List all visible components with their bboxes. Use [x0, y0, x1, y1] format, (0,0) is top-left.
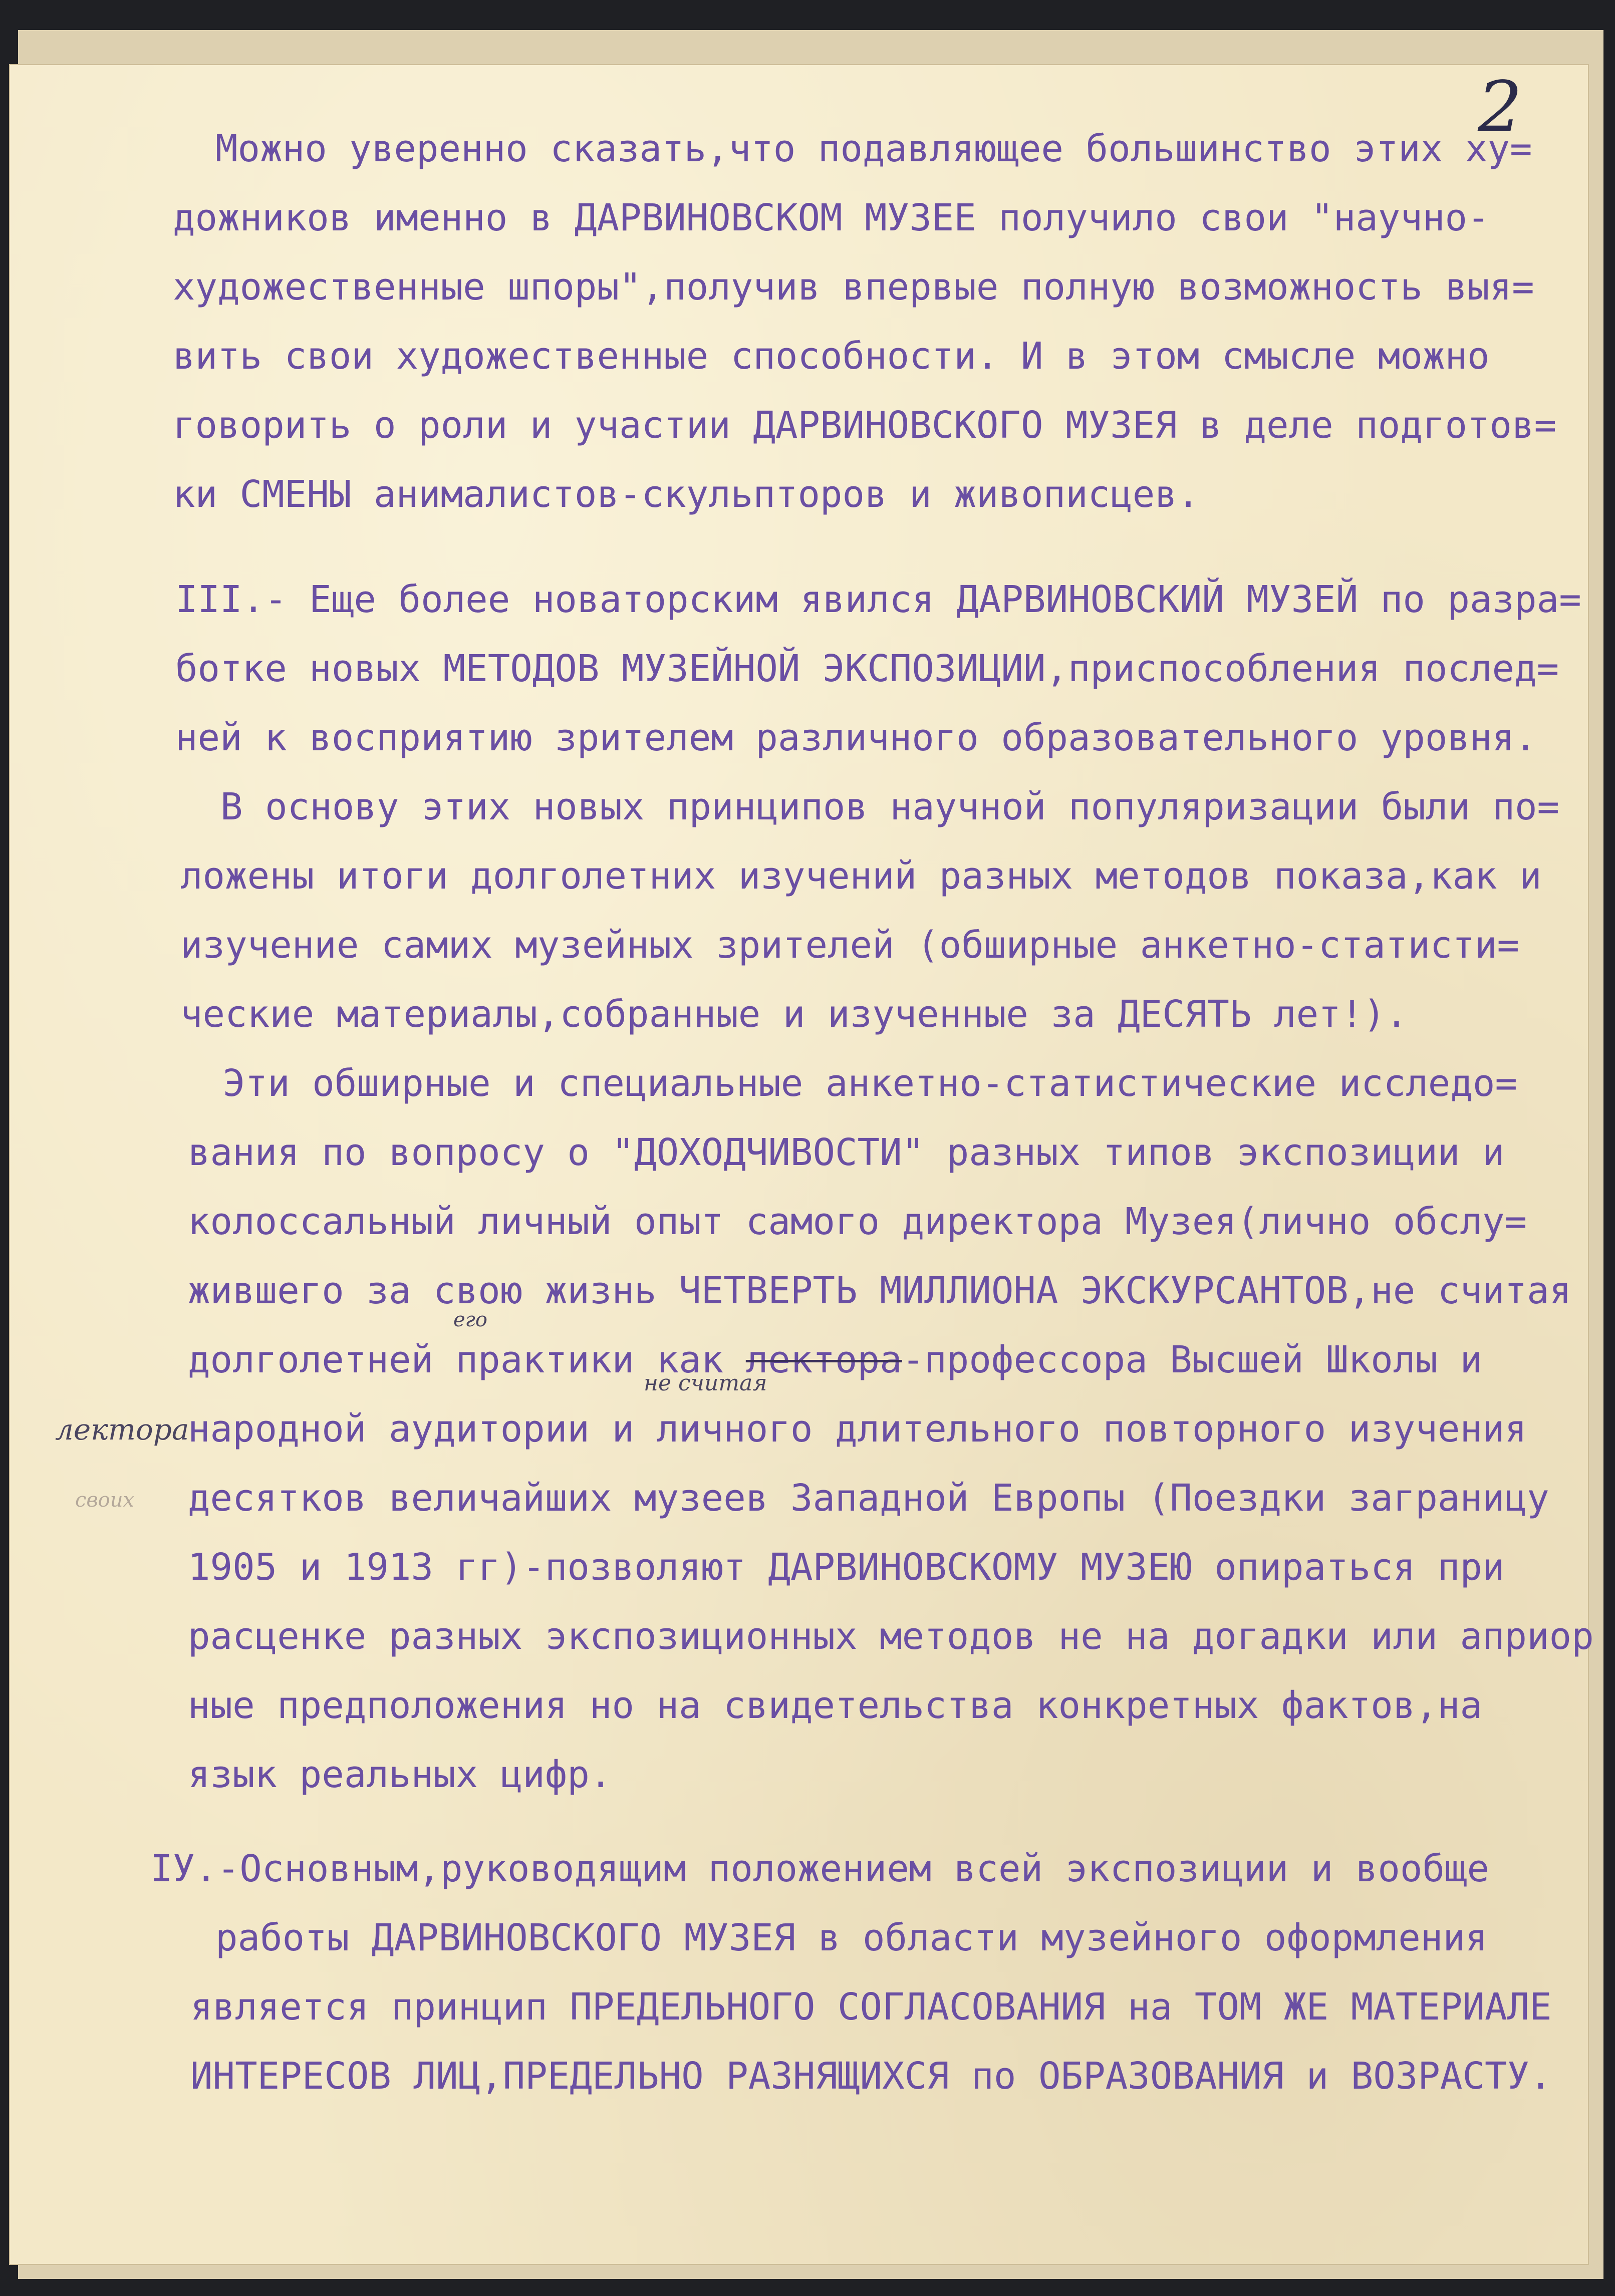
text-line: IУ.-Основным,руководящим положением всей экспозиции и вообще — [150, 1847, 1490, 1890]
text-line: изучение самих музейных зрителей (обширные анкетно-статисти= — [180, 924, 1520, 967]
text-line: 1905 и 1913 гг)-позволяют ДАРВИНОВСКОМУ МУЗЕЮ опираться при — [188, 1546, 1505, 1589]
text-line: ИНТЕРЕСОВ ЛИЦ,ПРЕДЕЛЬНО РАЗНЯЩИХСЯ по ОБРАЗОВАНИЯ и ВОЗРАСТУ. — [190, 2055, 1552, 2098]
text-line: III.- Еще более новаторским явился ДАРВИНОВСКИЙ МУЗЕЙ по разра= — [175, 578, 1581, 621]
text-line: ложены итоги долголетних изучений разных методов показа,как и — [180, 854, 1542, 898]
handwritten-insertion: не считая — [644, 1370, 767, 1396]
handwritten-margin-note: лектора — [55, 1412, 189, 1447]
text-line: является принцип ПРЕДЕЛЬНОГО СОГЛАСОВАНИЯ на ТОМ ЖЕ МАТЕРИАЛЕ — [190, 1985, 1552, 2029]
text-line: колоссальный личный опыт самого директора Музея(лично обслу= — [188, 1200, 1527, 1243]
text-line: В основу этих новых принципов научной популяризации были по= — [220, 785, 1560, 828]
text-line: работы ДАРВИНОВСКОГО МУЗЕЯ в области музейного оформления — [215, 1916, 1488, 1959]
text-line: жившего за свою жизнь ЧЕТВЕРТЬ МИЛЛИОНА ЭКСКУРСАНТОВ,не считая — [188, 1269, 1572, 1312]
text-line: язык реальных цифр. — [188, 1753, 612, 1796]
text-line-corrected — [188, 1338, 1483, 1381]
text-line: ки СМЕНЫ анималистов-скульпторов и живописцев. — [173, 473, 1200, 516]
struck-word: лектора — [745, 1338, 902, 1381]
text-line: народной аудитории и личного длительного повторного изучения — [188, 1407, 1527, 1451]
handwritten-insertion: его — [453, 1308, 487, 1331]
text-segment: -профессора Высшей Школы и — [902, 1338, 1483, 1381]
text-line: ней к восприятию зрителем различного образовательного уровня. — [175, 716, 1537, 759]
text-line: говорить о роли и участии ДАРВИНОВСКОГО МУЗЕЯ в деле подготов= — [173, 404, 1557, 447]
text-line: Эти обширные и специальные анкетно-статистические исследо= — [223, 1062, 1518, 1105]
text-line: дожников именно в ДАРВИНОВСКОМ МУЗЕЕ получило свои "научно- — [173, 196, 1490, 239]
text-line: вания по вопросу о "ДОХОДЧИВОСТИ" разных типов экспозиции и — [188, 1131, 1505, 1174]
handwritten-margin-note-faint: своих — [75, 1489, 135, 1512]
text-line: десятков величайших музеев Западной Европы (Поездки заграницу — [188, 1477, 1549, 1520]
text-line: ческие материалы,собранные и изученные за ДЕСЯТЬ лет!). — [180, 993, 1408, 1036]
text-line: ботке новых МЕТОДОВ МУЗЕЙНОЙ ЭКСПОЗИЦИИ,приспособления послед= — [175, 647, 1559, 690]
text-line: ные предположения но на свидетельства конкретных фактов,на — [188, 1684, 1483, 1727]
text-line: художественные шпоры",получив впервые полную возможность выя= — [173, 265, 1534, 309]
text-line: Можно уверенно сказать,что подавляющее большинство этих ху= — [215, 127, 1532, 170]
text-segment: долголетней практики как — [188, 1338, 724, 1381]
text-line: вить свои художественные способности. И в этом смысле можно — [173, 335, 1490, 378]
text-line: расценке разных экспозиционных методов не на догадки или априор — [188, 1615, 1594, 1658]
page-number: 2 — [1478, 67, 1523, 148]
